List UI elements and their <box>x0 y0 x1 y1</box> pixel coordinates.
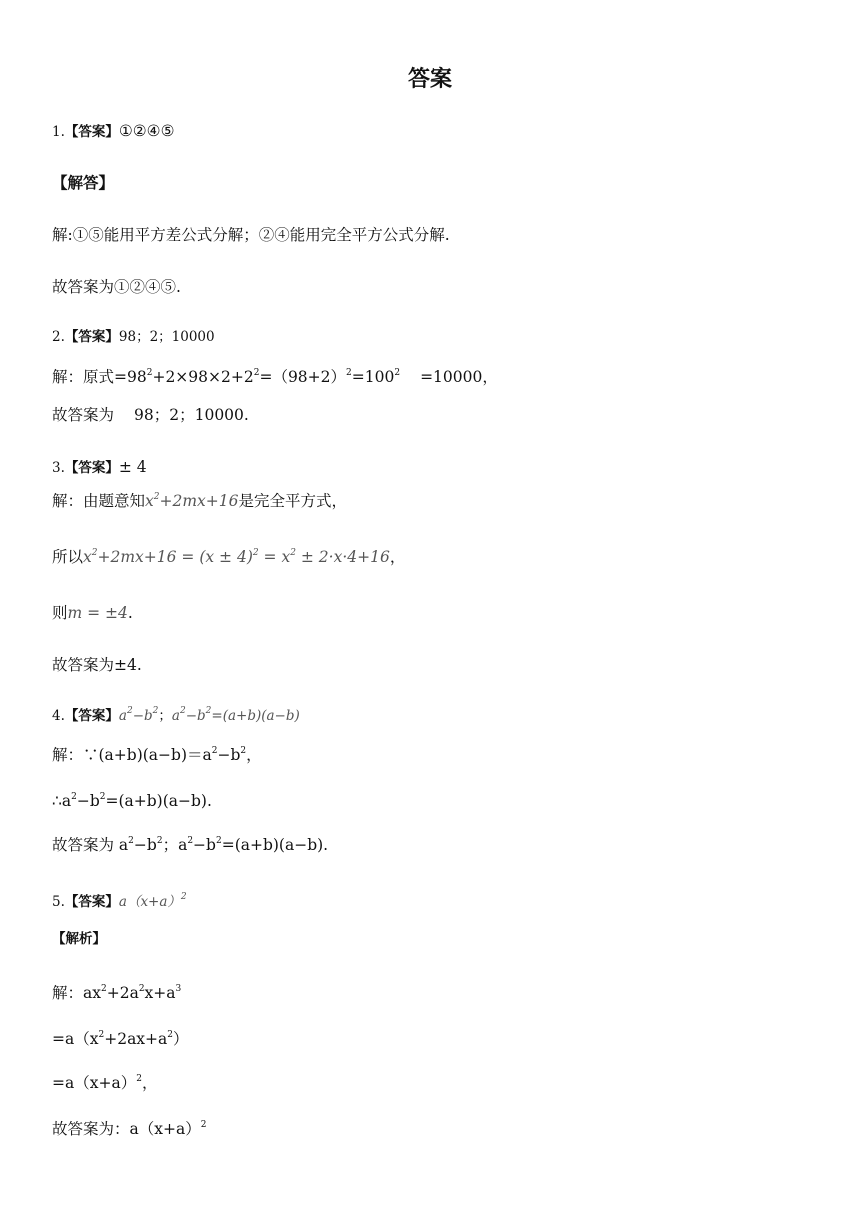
q5-l4-text: 故答案为：a（x+a） <box>52 1120 201 1138</box>
superscript: 2 <box>167 1030 174 1040</box>
math-expression: ± 2·x·4+16 <box>295 548 390 566</box>
q2-l2-text: 故答案为 <box>52 406 115 424</box>
separator: ； <box>158 708 172 724</box>
q5-answer-line <box>52 890 187 913</box>
superscript: 2 <box>215 836 222 846</box>
superscript: 2 <box>252 548 259 558</box>
superscript: 2 <box>153 492 160 502</box>
q3-answer-value: ± 4 <box>118 458 147 476</box>
math-expression: m = ±4 <box>67 604 128 622</box>
math-expression: a <box>118 708 127 724</box>
q1-answer-tag: 【答案】 <box>64 124 119 140</box>
q3-l3-text: 则 <box>52 604 68 622</box>
superscript: 2 <box>290 548 296 558</box>
q3-number: 3. <box>52 460 65 476</box>
q5-analysis-label: 【解析】 <box>52 931 106 947</box>
superscript: 3 <box>175 984 182 994</box>
q5-answer-tag: 【答案】 <box>64 894 119 910</box>
q3-solution-line-4: 故答案为±4. <box>52 656 142 674</box>
q5-l1-text: x+a <box>144 984 176 1002</box>
q4-answer-line <box>52 704 300 727</box>
superscript: 2 <box>394 368 401 378</box>
superscript: 2 <box>91 548 98 558</box>
q4-answer-tag: 【答案】 <box>64 708 119 724</box>
q5-l2-text: ） <box>173 1030 189 1048</box>
q5-l3-text: ， <box>141 1074 158 1092</box>
q4-number: 4. <box>52 708 65 724</box>
q2-solution-line-1 <box>52 366 498 388</box>
superscript: 2 <box>179 706 186 716</box>
q5-l2-text: +2ax+a <box>104 1030 168 1048</box>
q2-l2-text: 98；2；10000. <box>134 406 249 424</box>
math-expression: −b <box>185 708 206 724</box>
q5-number: 5. <box>52 894 65 910</box>
q3-l3-text: . <box>127 604 133 622</box>
superscript: 2 <box>136 1074 142 1084</box>
math-expression: =(a+b)(a−b) <box>211 708 300 724</box>
superscript: 2 <box>187 836 194 846</box>
math-expression: = x <box>258 548 291 566</box>
q4-l2-text: ∴a <box>52 792 72 810</box>
superscript: 2 <box>180 892 187 902</box>
q5-l1-text: 解：ax <box>52 984 101 1002</box>
q3-solution-line-3 <box>52 602 133 624</box>
superscript: 2 <box>126 706 133 716</box>
math-expression: +2mx+16 = (x ± 4) <box>97 548 253 566</box>
q5-solution-line-4 <box>52 1118 206 1140</box>
q2-l1-text: 解：原式=98 <box>52 368 147 386</box>
q4-l2-text: −b <box>76 792 100 810</box>
q2-answer-line <box>52 326 215 348</box>
superscript: 2 <box>200 1120 207 1130</box>
q2-solution-line-2 <box>52 404 249 426</box>
superscript: 2 <box>240 746 247 756</box>
q1-solution-line-1: 解:①⑤能用平方差公式分解；②④能用完全平方公式分解. <box>52 226 450 244</box>
q4-l3-text: =(a+b)(a−b). <box>221 836 329 854</box>
q3-answer-line <box>52 456 147 479</box>
q1-answer-value: ①②④⑤ <box>118 122 175 140</box>
superscript: 2 <box>253 368 260 378</box>
q5-solution-line-2 <box>52 1028 189 1050</box>
q1-answer-line <box>52 120 174 143</box>
q1-number: 1. <box>52 124 65 140</box>
q3-l2-text: 所以 <box>52 548 84 566</box>
superscript: 2 <box>156 836 163 846</box>
q3-answer-tag: 【答案】 <box>64 460 119 476</box>
q4-l3-text: −b <box>133 836 157 854</box>
q5-l2-text: =a（x <box>52 1030 99 1048</box>
page-title: 答案 <box>407 67 452 92</box>
q5-l1-text: +2a <box>106 984 139 1002</box>
superscript: 2 <box>146 368 153 378</box>
q4-solution-line-3 <box>52 834 328 856</box>
q2-l1-text: +2×98×2+2 <box>152 368 254 386</box>
q2-l1-text: =100 <box>351 368 395 386</box>
math-expression: +2mx+16 <box>159 492 239 510</box>
superscript: 2 <box>205 706 212 716</box>
math-x: x <box>83 548 92 566</box>
superscript: 2 <box>128 836 134 846</box>
q5-solution-line-1 <box>52 982 181 1004</box>
q5-l3-text: =a（x+a） <box>52 1074 137 1092</box>
superscript: 2 <box>98 1030 105 1040</box>
q4-l1-text: −b <box>217 746 241 764</box>
q3-l2-text: ， <box>389 548 406 566</box>
q4-l2-text: =(a+b)(a−b). <box>105 792 212 810</box>
q4-l3-text: 故答案为 a <box>52 836 129 854</box>
superscript: 2 <box>71 792 77 802</box>
q4-solution-line-1 <box>52 744 262 766</box>
math-expression: a（x+a） <box>118 894 181 910</box>
q4-l3-text: −b <box>193 836 216 854</box>
q2-l1-text: =10000， <box>420 368 498 386</box>
q2-l1-text: =（98+2） <box>259 368 347 386</box>
superscript: 2 <box>346 368 352 378</box>
math-expression: a <box>171 708 180 724</box>
q1-solution-label: 【解答】 <box>52 174 115 192</box>
q2-answer-value: 98；2；10000 <box>118 329 215 345</box>
superscript: 2 <box>211 746 218 756</box>
math-x: x <box>145 492 154 510</box>
q3-solution-line-2 <box>52 546 405 568</box>
q2-number: 2. <box>52 329 65 345</box>
q3-l1-text: 解：由题意知 <box>52 492 146 510</box>
q4-l3-text: ；a <box>162 836 188 854</box>
q5-solution-line-3 <box>52 1072 157 1094</box>
superscript: 2 <box>138 984 145 994</box>
math-expression: −b <box>132 708 153 724</box>
superscript: 2 <box>152 706 159 716</box>
superscript: 2 <box>99 792 106 802</box>
q1-solution-line-2: 故答案为①②④⑤. <box>52 278 181 296</box>
q4-l1-text: 解：∵(a+b)(a−b)＝a <box>52 746 212 764</box>
q2-answer-tag: 【答案】 <box>64 329 119 345</box>
q3-solution-line-1 <box>52 490 347 512</box>
q4-l1-text: ， <box>246 746 262 764</box>
q3-l1-text: 是完全平方式， <box>238 492 348 510</box>
superscript: 2 <box>100 984 107 994</box>
q4-solution-line-2 <box>52 790 212 812</box>
